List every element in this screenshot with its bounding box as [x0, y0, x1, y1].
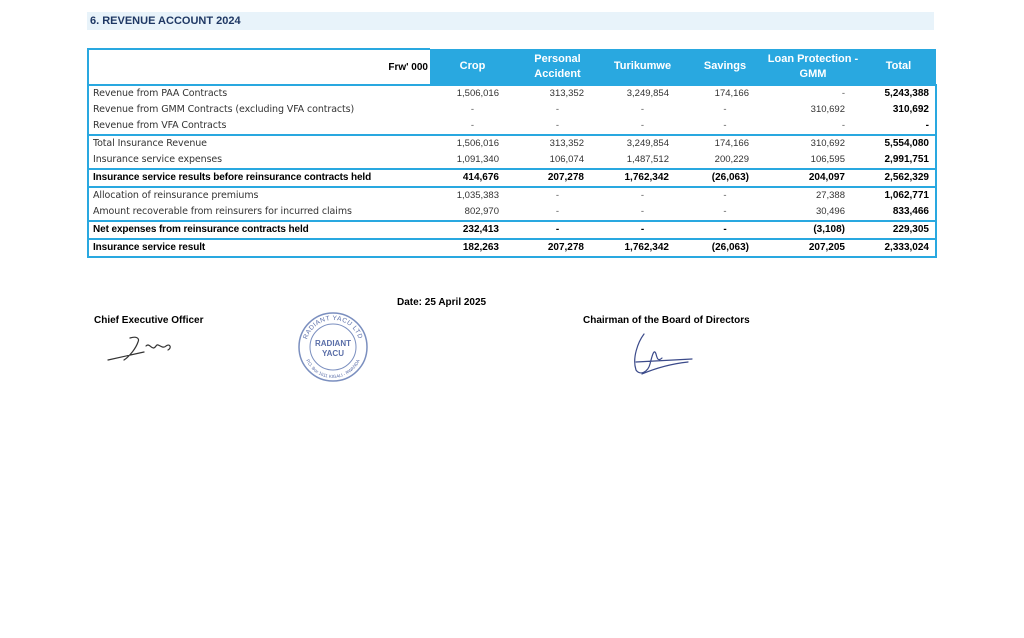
table-row — [88, 187, 936, 204]
cell-total: - — [861, 118, 936, 135]
cell: 1,506,016 — [430, 135, 515, 152]
cell-total: 229,305 — [861, 221, 936, 239]
cell: - — [600, 221, 685, 239]
cell: - — [470, 104, 475, 115]
cell: - — [555, 190, 560, 201]
cell: - — [765, 85, 861, 102]
cell: 1,091,340 — [456, 154, 499, 165]
cell: 106,074 — [549, 154, 584, 165]
col-header-savings: Savings — [685, 49, 765, 85]
section-title: 6. REVENUE ACCOUNT 2024 — [87, 12, 934, 30]
cell: 200,229 — [714, 154, 749, 165]
stamp-bottom-text: P.O. Box 1611 KIGALI - RWANDA — [305, 358, 361, 380]
ceo-signature — [100, 330, 180, 366]
cell: - — [841, 120, 845, 131]
table-row — [88, 85, 936, 102]
col-header-loan-protection: Loan Protection - GMM — [765, 49, 861, 85]
table-row-subtotal — [88, 169, 936, 187]
table-row — [88, 204, 936, 221]
stamp-top-text: RADIANT YACU LTD — [302, 314, 364, 341]
table-row-result — [88, 239, 936, 257]
cell: 1,762,342 — [600, 169, 685, 187]
row-label: Insurance service result — [88, 239, 430, 257]
col-header-turikumwe: Turikumwe — [600, 49, 685, 85]
cell-total: 2,333,024 — [861, 239, 936, 257]
cell: 27,388 — [815, 190, 845, 201]
revenue-account-table — [87, 48, 937, 258]
cell: - — [723, 190, 727, 201]
row-label: Insurance service expenses — [88, 152, 430, 169]
table-header-row — [88, 49, 936, 85]
cell-total: 833,466 — [861, 204, 936, 221]
cell: - — [685, 221, 765, 239]
cell-total: 5,554,080 — [861, 135, 936, 152]
cell: (26,063) — [685, 239, 765, 257]
svg-text:P.O. Box 1611 KIGALI - RWANDA — [305, 358, 360, 379]
table-row — [88, 152, 936, 169]
cell: 106,595 — [810, 154, 845, 165]
company-stamp — [296, 311, 370, 383]
cell: - — [470, 120, 475, 131]
chairman-label: Chairman of the Board of Directors — [583, 315, 750, 326]
cell: - — [640, 104, 645, 115]
chairman-signature — [622, 328, 696, 380]
cell: - — [640, 120, 645, 131]
cell: 1,506,016 — [430, 85, 515, 102]
svg-text:RADIANT YACU LTD — [302, 315, 363, 340]
cell-total: 2,562,329 — [861, 169, 936, 187]
cell: 174,166 — [685, 85, 765, 102]
row-label: Amount recoverable from reinsurers for incurred claims — [88, 204, 430, 221]
row-label: Revenue from PAA Contracts — [88, 85, 430, 102]
cell: 3,249,854 — [600, 135, 685, 152]
cell: - — [640, 190, 645, 201]
table-row — [88, 102, 936, 118]
cell: 1,035,383 — [456, 190, 499, 201]
cell: 207,205 — [765, 239, 861, 257]
cell: - — [723, 104, 727, 115]
cell: 30,496 — [815, 206, 845, 217]
cell: 3,249,854 — [600, 85, 685, 102]
cell: 310,692 — [765, 135, 861, 152]
cell: - — [515, 221, 600, 239]
ceo-label: Chief Executive Officer — [94, 315, 204, 326]
cell: - — [555, 104, 560, 115]
cell: (26,063) — [685, 169, 765, 187]
row-label: Insurance service results before reinsurance contracts held — [88, 169, 430, 187]
cell: 174,166 — [685, 135, 765, 152]
cell: 207,278 — [515, 169, 600, 187]
cell: - — [555, 120, 560, 131]
table-row-subtotal — [88, 221, 936, 239]
cell: - — [640, 206, 645, 217]
cell: 802,970 — [464, 206, 499, 217]
cell-total: 5,243,388 — [861, 85, 936, 102]
table-row — [88, 135, 936, 152]
cell: 232,413 — [430, 221, 515, 239]
cell: 182,263 — [430, 239, 515, 257]
cell: 414,676 — [430, 169, 515, 187]
cell: (3,108) — [765, 221, 861, 239]
col-header-personal-accident: Personal Accident — [515, 49, 600, 85]
cell: 207,278 — [515, 239, 600, 257]
cell: 1,762,342 — [600, 239, 685, 257]
cell: 204,097 — [765, 169, 861, 187]
table-row — [88, 118, 936, 135]
cell: - — [555, 206, 560, 217]
row-label: Revenue from GMM Contracts (excluding VFA contracts) — [88, 102, 430, 118]
stamp-line-2: YACU — [322, 349, 344, 358]
cell: - — [723, 120, 727, 131]
unit-label: Frw' 000 — [88, 49, 430, 85]
row-label: Net expenses from reinsurance contracts held — [88, 221, 430, 239]
cell-total: 1,062,771 — [861, 187, 936, 204]
cell-total: 310,692 — [861, 102, 936, 118]
cell: 310,692 — [810, 104, 845, 115]
cell-total: 2,991,751 — [861, 152, 936, 169]
date-label: Date: 25 April 2025 — [397, 297, 487, 308]
cell: - — [723, 206, 727, 217]
cell: 313,352 — [515, 85, 600, 102]
cell: 313,352 — [515, 135, 600, 152]
col-header-crop: Crop — [430, 49, 515, 85]
row-label: Total Insurance Revenue — [88, 135, 430, 152]
stamp-line-1: RADIANT — [315, 339, 351, 348]
row-label: Allocation of reinsurance premiums — [88, 187, 430, 204]
cell: 1,487,512 — [626, 154, 669, 165]
col-header-total: Total — [861, 49, 936, 85]
row-label: Revenue from VFA Contracts — [88, 118, 430, 135]
